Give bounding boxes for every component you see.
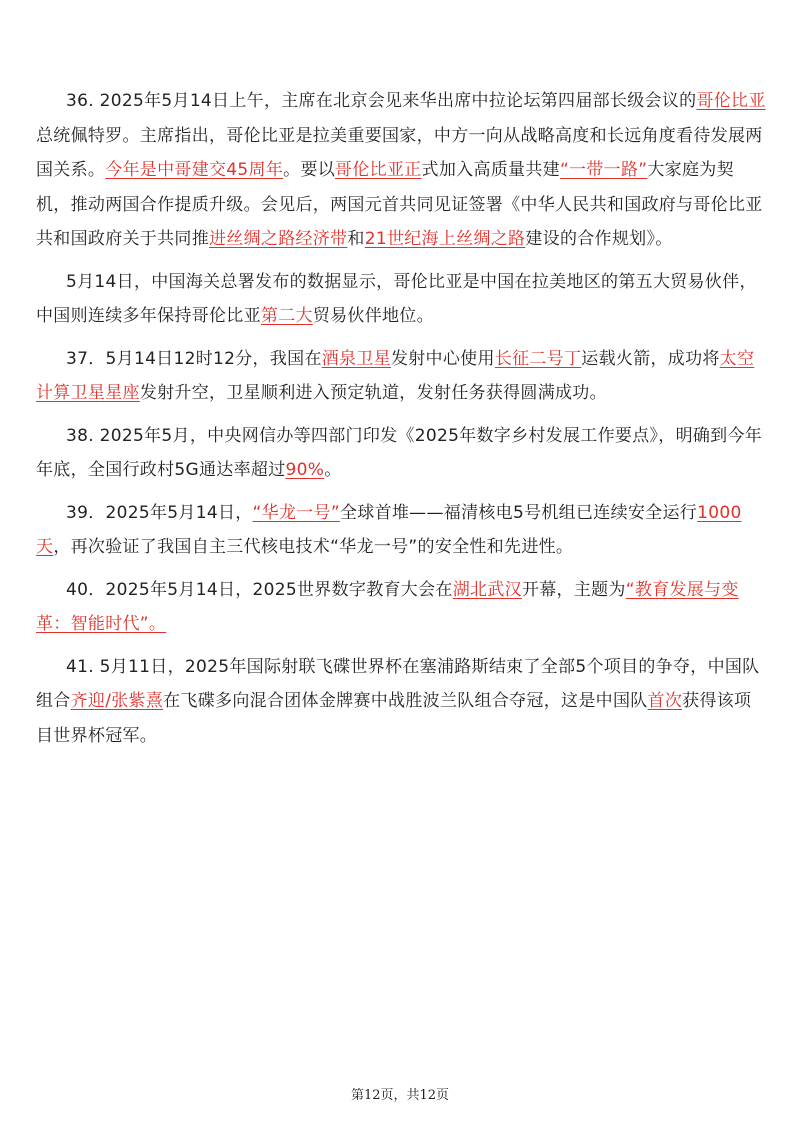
document-body xyxy=(36,84,766,761)
paragraph-text: 37．5月14日12时12分，我国在 xyxy=(66,348,322,369)
highlighted-keyword: “教育发展与变革：智能时代”。 xyxy=(36,579,739,634)
highlighted-keyword: 90% xyxy=(285,460,325,480)
news-item-paragraph xyxy=(36,496,766,565)
highlighted-keyword: 21世纪海上丝绸之路 xyxy=(364,229,526,249)
news-item-paragraph xyxy=(36,419,766,488)
news-item-paragraph xyxy=(36,573,766,642)
paragraph-text: 。 xyxy=(324,460,342,480)
paragraph-text: 38. 2025年5月，中央网信办等四部门印发《2025年数字乡村发展工作要点》，明确到今年年底，全国行政村5G通达率超过 xyxy=(36,425,763,480)
highlighted-keyword: 进丝绸之路经济带 xyxy=(209,229,348,249)
paragraph-text: 式加入高质量共建 xyxy=(421,160,560,180)
highlighted-keyword: 首次 xyxy=(647,691,683,711)
highlighted-keyword: “华龙一号” xyxy=(252,502,340,523)
highlighted-keyword: 湖北武汉 xyxy=(452,579,522,600)
highlighted-keyword: 今年是中哥建交45周年 xyxy=(105,160,284,180)
highlighted-keyword: 1000天 xyxy=(36,502,742,557)
paragraph-text: 发射中心使用 xyxy=(390,348,495,369)
paragraph-text: 建设的合作规划》。 xyxy=(525,229,673,249)
paragraph-text: 40．2025年5月14日，2025世界数字教育大会在 xyxy=(66,579,453,600)
paragraph-text: 大家庭为契机，推动两国合作提质升级。会见后，两国元首共同见证签署《中华人民共和国政府与哥伦比亚共和国政府关于共同推 xyxy=(36,160,763,249)
paragraph-text: 在飞碟多向混合团体金牌赛中战胜波兰队组合夺冠，这是中国队 xyxy=(163,691,648,711)
paragraph-text: 36. 2025年5月14日上午，主席在北京会见来华出席中拉论坛第四届部长级会议的 xyxy=(66,91,697,111)
paragraph-text: 贸易伙伴地位。 xyxy=(312,306,434,326)
highlighted-keyword: 酒泉卫星 xyxy=(321,348,391,369)
paragraph-text: 获得该项目世界杯冠军。 xyxy=(36,691,752,746)
highlighted-keyword: 齐迎/张紫熹 xyxy=(70,691,164,711)
highlighted-keyword: 哥伦比亚 xyxy=(696,91,766,111)
news-item-paragraph xyxy=(36,265,766,334)
news-item-paragraph xyxy=(36,84,766,257)
paragraph-text: 。要以 xyxy=(283,160,336,180)
highlighted-keyword: 第二大 xyxy=(260,306,313,326)
paragraph-text: ，再次验证了我国自主三代核电技术“华龙一号”的安全性和先进性。 xyxy=(53,537,574,557)
paragraph-text: 总统佩特罗。主席指出，哥伦比亚是拉美重要国家，中方一向从战略高度和长远角度看待发展两国关系。 xyxy=(36,125,763,180)
news-item-paragraph xyxy=(36,342,766,411)
page-footer: 第12页，共12页 xyxy=(350,1088,450,1103)
highlighted-keyword: 长征二号丁 xyxy=(494,348,582,369)
paragraph-text: 39．2025年5月14日， xyxy=(66,502,253,523)
paragraph-text: 运载火箭，成功将 xyxy=(581,348,720,369)
highlighted-keyword: 哥伦比亚正 xyxy=(335,160,422,180)
news-item-paragraph xyxy=(36,650,766,754)
highlighted-keyword: 太空计算卫星星座 xyxy=(36,348,755,403)
paragraph-text: 和 xyxy=(347,229,365,249)
highlighted-keyword: “一带一路” xyxy=(559,160,648,180)
paragraph-text: 发射升空，卫星顺利进入预定轨道，发射任务获得圆满成功。 xyxy=(139,383,607,403)
paragraph-text: 41. 5月11日，2025年国际射联飞碟世界杯在塞浦路斯结束了全部5个项目的争夺，中国队组合 xyxy=(36,656,760,711)
paragraph-text: 全球首堆——福清核电5号机组已连续安全运行 xyxy=(339,502,698,523)
paragraph-text: 5月14日，中国海关总署发布的数据显示，哥伦比亚是中国在拉美地区的第五大贸易伙伴，中国则连续多年保持哥伦比亚 xyxy=(36,271,757,326)
paragraph-text: 开幕，主题为 xyxy=(521,579,626,600)
